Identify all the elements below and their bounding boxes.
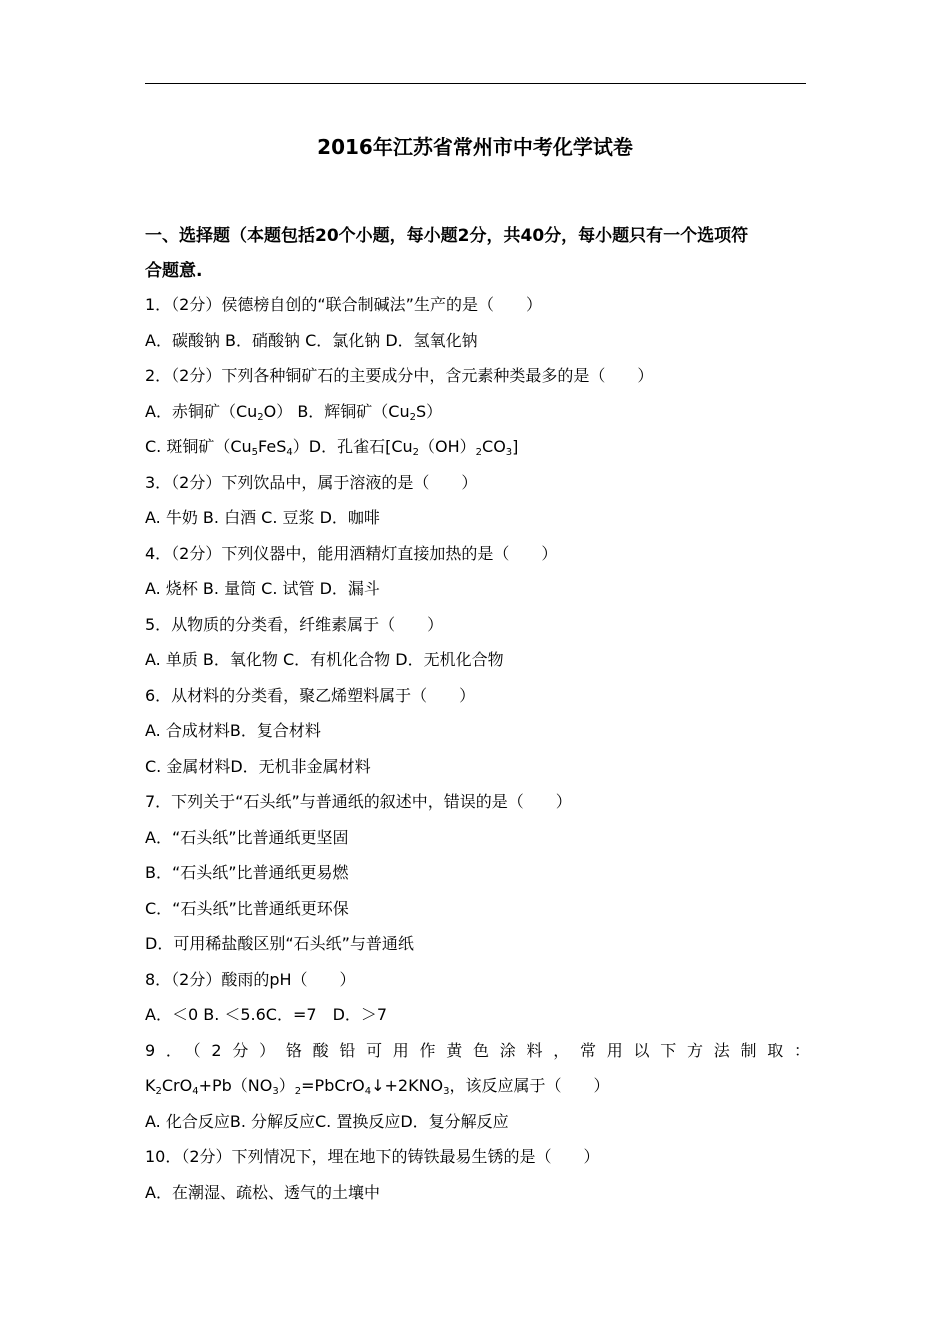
question-9-options: A. 化合反应B. 分解反应C. 置换反应D．复分解反应 (145, 1111, 509, 1131)
question-10: 10．（2分）下列情况下，埋在地下的铸铁最易生锈的是（ ） (145, 1147, 600, 1166)
question-9-equation: $K_2CrO_4+Pb(NO_3)_2=PbCrO_4↓+2KNO_3$，该反应属于（ ） (145, 1076, 610, 1097)
question-4-options: A. 烧杯 B. 量筒 C. 试管 D．漏斗 (145, 579, 380, 598)
question-5-options: A. 单质 B．氧化物 C．有机化合物 D．无机化合物 (145, 650, 504, 669)
question-7-option-b: B．“石头纸”比普通纸更易燃 (145, 863, 349, 882)
question-2: 2．（2分）下列各种铜矿石的主要成分中，含元素种类最多的是（ ） (145, 366, 654, 385)
question-6: 6．从材料的分类看，聚乙烯塑料属于（ ） (145, 685, 476, 705)
section-heading-line-1: 一、选择题（本题包括20个小题，每小题2分，共40分，每小题只有一个选项符 (145, 226, 749, 246)
question-4: 4．（2分）下列仪器中，能用酒精灯直接加热的是（ ） (145, 543, 558, 563)
question-3-options: A. 牛奶 B. 白酒 C. 豆浆 D．咖啡 (145, 508, 380, 527)
question-1-options: A．碳酸钠 B．硝酸钠 C．氯化钠 D．氢氧化钠 (145, 330, 478, 350)
question-3: 3．（2分）下列饮品中，属于溶液的是（ ） (145, 472, 478, 492)
question-1: 1．（2分）侯德榜自创的“联合制碱法”生产的是（ ） (145, 295, 542, 314)
question-7-option-a: A．“石头纸”比普通纸更坚固 (145, 827, 349, 847)
question-list (145, 290, 810, 1213)
question-8: 8．（2分）酸雨的pH（ ） (145, 969, 356, 989)
question-5: 5．从物质的分类看，纤维素属于（ ） (145, 614, 444, 634)
question-6-options-ab: A. 合成材料B．复合材料 (145, 721, 321, 740)
question-9: 9．（2分）铬酸铅可用作黄色涂料，常用以下方法制取： (145, 1040, 810, 1060)
header-rule (145, 83, 806, 84)
question-2-options-ab: A．赤铜矿$(Cu_2O)$ B．辉铜矿$(Cu_2S)$ (145, 401, 443, 423)
question-7: 7．下列关于“石头纸”与普通纸的叙述中，错误的是（ ） (145, 792, 572, 811)
question-7-option-d: D．可用稀盐酸区别“石头纸”与普通纸 (145, 934, 414, 953)
section-heading-line-2: 合题意. (145, 261, 203, 281)
section-heading (145, 219, 810, 289)
question-8-options: A．＜0 B. ＜5.6C．=7 D．＞7 (145, 1005, 388, 1024)
page-title: 2016年江苏省常州市中考化学试卷 (317, 135, 633, 159)
question-10-option-a: A．在潮湿、疏松、透气的土壤中 (145, 1182, 380, 1202)
question-6-options-cd: C. 金属材料D．无机非金属材料 (145, 756, 371, 776)
question-2-options-cd: C. 斑铜矿$(Cu_5FeS_4)D$．孔雀石$[Cu_2(OH)_2CO_3]$ (145, 437, 519, 458)
question-7-option-c: C．“石头纸”比普通纸更环保 (145, 898, 349, 918)
